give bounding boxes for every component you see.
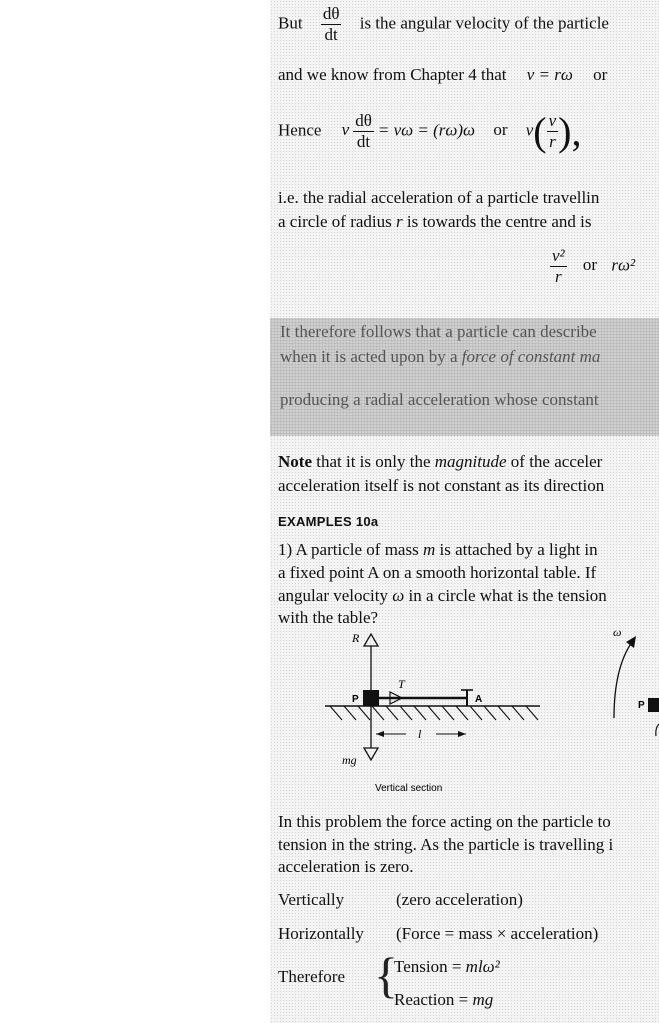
textbook-page bbox=[270, 0, 659, 1023]
hence-word: Hence bbox=[278, 120, 322, 140]
dtheta-dt-fraction bbox=[321, 4, 342, 45]
circle-r: r bbox=[396, 212, 403, 231]
examples-heading: EXAMPLES 10a bbox=[278, 514, 379, 529]
highlight-line-2a: when it is acted upon by a bbox=[280, 347, 458, 366]
res-or: or bbox=[582, 255, 598, 275]
dtheta-denominator: dt bbox=[324, 25, 338, 44]
v-over-r-fraction bbox=[547, 111, 559, 152]
angular-velocity-line bbox=[278, 4, 609, 45]
example-line-2 bbox=[278, 563, 596, 583]
example-3a: angular velocity bbox=[278, 586, 388, 605]
note-text-c: of the acceler bbox=[510, 452, 603, 471]
chapter4-text: and we know from Chapter 4 that bbox=[278, 65, 507, 84]
example-line-1 bbox=[278, 540, 598, 560]
note-magnitude: magnitude bbox=[434, 452, 507, 471]
solution-line-3: acceleration is zero. bbox=[278, 857, 414, 876]
tension-value: mlω² bbox=[465, 957, 500, 976]
highlight-line-1: It therefore follows that a particle can describe bbox=[280, 322, 597, 341]
note-text-a: that it is only the bbox=[316, 452, 431, 471]
hence-line: Hence v $\frac{d\theta}{dt}$ = vω = (rω)ω or v( $\frac{v}{r}$ ), bbox=[278, 109, 582, 154]
example-2a: a fixed point bbox=[278, 563, 364, 582]
highlight-box bbox=[270, 318, 659, 436]
v2-over-r-fraction bbox=[550, 246, 567, 287]
hence-dtheta-fraction bbox=[353, 111, 374, 152]
example-1b: is attached by a light in bbox=[439, 540, 598, 559]
highlight-line-2 bbox=[280, 347, 600, 367]
highlight-line-3: producing a radial acceleration whose constant bbox=[280, 390, 599, 409]
frac-v: v bbox=[548, 111, 557, 130]
note-word: Note bbox=[278, 452, 312, 471]
length-arrow-right bbox=[458, 731, 466, 737]
horizontally-label: Horizontally bbox=[278, 924, 364, 943]
example-omega: ω bbox=[392, 586, 405, 605]
highlight-line-2b: force of constant ma bbox=[461, 347, 601, 366]
tension-label: Tension = bbox=[394, 957, 462, 976]
tension-equation bbox=[394, 957, 500, 977]
rotation-arc bbox=[614, 642, 632, 718]
label-R: R bbox=[352, 631, 360, 645]
or-word: or bbox=[593, 65, 608, 84]
left-brace: { bbox=[374, 947, 398, 1003]
particle-plan bbox=[648, 698, 659, 712]
hence-v: v bbox=[341, 120, 350, 140]
reaction-label: Reaction = bbox=[394, 990, 469, 1009]
example-line-4: with the table? bbox=[278, 608, 379, 627]
note-line-1 bbox=[278, 452, 602, 472]
example-m: m bbox=[422, 540, 436, 559]
label-A: A bbox=[475, 694, 483, 705]
hence-dtheta-num: dθ bbox=[355, 111, 372, 130]
solution-line-2: tension in the string. As the particle is travelling i bbox=[278, 835, 614, 854]
length-arrow-left bbox=[376, 731, 384, 737]
hence-dtheta-den: dt bbox=[356, 132, 371, 151]
circle-rest-text: is towards the centre and is bbox=[406, 212, 592, 231]
frac-r: r bbox=[549, 132, 556, 151]
circle-radius-line bbox=[278, 212, 591, 232]
hence-equation: = vω = (rω)ω bbox=[377, 120, 476, 140]
note-line-2: acceleration itself is not constant as its direction bbox=[278, 476, 605, 495]
mg-arrow-head bbox=[364, 748, 378, 760]
particle-block bbox=[363, 690, 379, 706]
label-l: l bbox=[418, 727, 422, 741]
table-hatching bbox=[330, 706, 538, 720]
label-T: T bbox=[398, 677, 405, 691]
reaction-equation bbox=[394, 990, 493, 1010]
therefore-label: Therefore bbox=[278, 967, 346, 986]
reaction-value: mg bbox=[472, 990, 494, 1009]
res-rw2: rω² bbox=[611, 255, 636, 275]
example-1a: 1) A particle of mass bbox=[278, 540, 419, 559]
res-num: v² bbox=[552, 246, 565, 265]
solution-line-1: In this problem the force acting on the particle to bbox=[278, 812, 611, 831]
example-figure bbox=[270, 628, 659, 803]
rotation-arrow-head bbox=[626, 636, 636, 648]
example-line-3 bbox=[278, 586, 607, 606]
angular-velocity-text: is the angular velocity of the particle bbox=[359, 13, 609, 33]
r-arrow-head bbox=[364, 634, 378, 646]
horizontally-text: (Force = mass × acceleration) bbox=[396, 924, 599, 943]
label-omega: ω bbox=[613, 628, 622, 639]
hence-v2: v bbox=[525, 120, 534, 140]
vertically-text: (zero acceleration) bbox=[396, 890, 523, 909]
v-equals-rw: v = rω bbox=[526, 65, 573, 84]
example-3b: in a circle what is the tension bbox=[408, 586, 607, 605]
vertically-label: Vertically bbox=[278, 890, 345, 909]
dtheta-numerator: dθ bbox=[322, 4, 340, 23]
label-P-plan: P bbox=[638, 700, 645, 711]
chapter4-line bbox=[278, 65, 607, 85]
figure-caption: Vertical section bbox=[375, 783, 443, 794]
result-line bbox=[546, 246, 635, 287]
hence-or: or bbox=[493, 120, 508, 140]
label-mg: mg bbox=[342, 753, 357, 767]
circle-text: a circle of radius bbox=[278, 212, 392, 231]
res-den: r bbox=[555, 267, 562, 286]
ie-line: i.e. the radial acceleration of a particle travellin bbox=[278, 188, 600, 207]
label-P: P bbox=[352, 694, 359, 705]
example-A: A bbox=[367, 563, 379, 582]
example-2b: on a smooth horizontal table. If bbox=[382, 563, 597, 582]
but-word: But bbox=[278, 13, 303, 33]
